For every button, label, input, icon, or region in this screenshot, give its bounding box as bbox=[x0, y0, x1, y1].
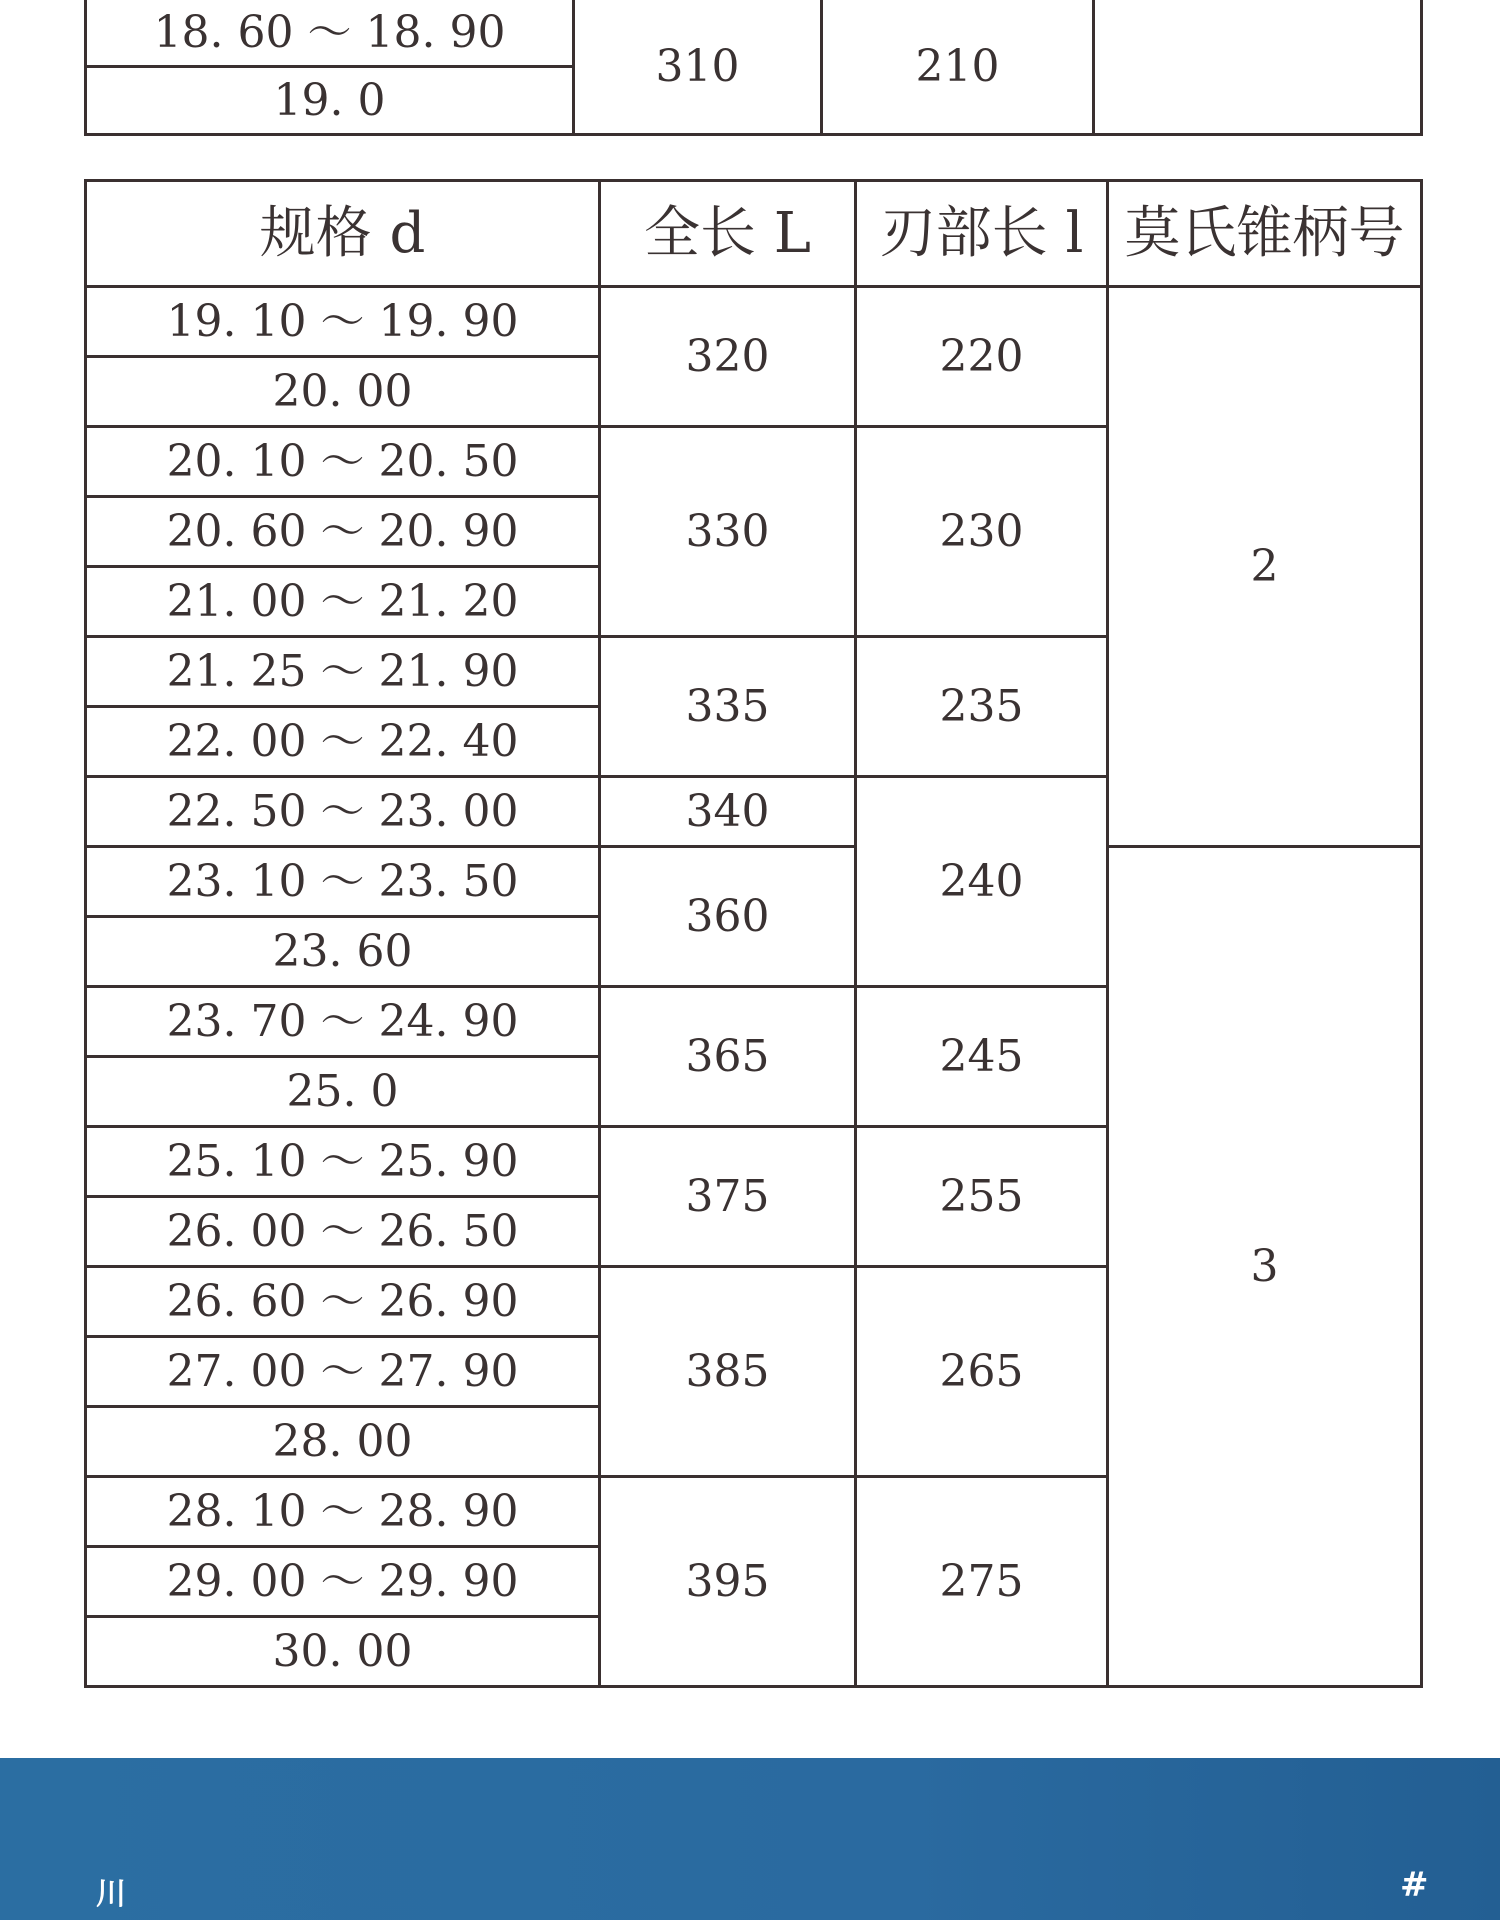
spec-cell: 25. 0 bbox=[86, 1057, 600, 1127]
blade-length-cell: 245 bbox=[856, 987, 1108, 1127]
length-cell: 340 bbox=[600, 777, 856, 847]
taper-cell bbox=[1094, 0, 1422, 135]
blade-length-cell: 240 bbox=[856, 777, 1108, 987]
table-row bbox=[86, 0, 1422, 67]
top-partial-table bbox=[84, 0, 1423, 136]
blade-length-cell: 210 bbox=[822, 0, 1094, 135]
footer-banner bbox=[0, 1758, 1500, 1920]
table-header-row bbox=[86, 181, 1422, 287]
spec-cell: 28. 10 ～ 28. 90 bbox=[86, 1477, 600, 1547]
spec-cell: 27. 00 ～ 27. 90 bbox=[86, 1337, 600, 1407]
length-cell: 385 bbox=[600, 1267, 856, 1477]
footer-left-mark: 川 bbox=[96, 1877, 126, 1912]
length-cell: 365 bbox=[600, 987, 856, 1127]
spec-cell: 18. 60 ～ 18. 90 bbox=[86, 0, 574, 67]
length-cell: 395 bbox=[600, 1477, 856, 1687]
spec-cell: 23. 60 bbox=[86, 917, 600, 987]
length-cell: 360 bbox=[600, 847, 856, 987]
length-cell: 375 bbox=[600, 1127, 856, 1267]
spec-cell: 19. 0 bbox=[86, 67, 574, 135]
header-length: 全长 L bbox=[600, 181, 856, 287]
header-blade-length: 刃部长 l bbox=[856, 181, 1108, 287]
length-cell: 320 bbox=[600, 287, 856, 427]
spec-cell: 19. 10 ～ 19. 90 bbox=[86, 287, 600, 357]
spec-cell: 20. 60 ～ 20. 90 bbox=[86, 497, 600, 567]
spec-cell: 21. 00 ～ 21. 20 bbox=[86, 567, 600, 637]
spec-cell: 22. 50 ～ 23. 00 bbox=[86, 777, 600, 847]
footer-right-mark: # bbox=[1400, 1865, 1429, 1905]
spec-cell: 26. 00 ～ 26. 50 bbox=[86, 1197, 600, 1267]
spec-cell: 23. 70 ～ 24. 90 bbox=[86, 987, 600, 1057]
table-row bbox=[86, 847, 1422, 917]
table-row bbox=[86, 287, 1422, 357]
blade-length-cell: 230 bbox=[856, 427, 1108, 637]
length-cell: 310 bbox=[574, 0, 822, 135]
blade-length-cell: 255 bbox=[856, 1127, 1108, 1267]
blade-length-cell: 220 bbox=[856, 287, 1108, 427]
taper-cell: 3 bbox=[1108, 847, 1422, 1687]
header-taper: 莫氏锥柄号 bbox=[1108, 181, 1422, 287]
spec-cell: 21. 25 ～ 21. 90 bbox=[86, 637, 600, 707]
spec-cell: 29. 00 ～ 29. 90 bbox=[86, 1547, 600, 1617]
spec-cell: 20. 00 bbox=[86, 357, 600, 427]
spec-cell: 20. 10 ～ 20. 50 bbox=[86, 427, 600, 497]
blade-length-cell: 265 bbox=[856, 1267, 1108, 1477]
spec-cell: 26. 60 ～ 26. 90 bbox=[86, 1267, 600, 1337]
blade-length-cell: 235 bbox=[856, 637, 1108, 777]
header-spec: 规格 d bbox=[86, 181, 600, 287]
spec-cell: 28. 00 bbox=[86, 1407, 600, 1477]
drill-spec-table bbox=[84, 179, 1423, 1688]
taper-cell: 2 bbox=[1108, 287, 1422, 847]
spec-cell: 25. 10 ～ 25. 90 bbox=[86, 1127, 600, 1197]
length-cell: 330 bbox=[600, 427, 856, 637]
blade-length-cell: 275 bbox=[856, 1477, 1108, 1687]
spec-cell: 22. 00 ～ 22. 40 bbox=[86, 707, 600, 777]
spec-cell: 30. 00 bbox=[86, 1617, 600, 1687]
length-cell: 335 bbox=[600, 637, 856, 777]
spec-cell: 23. 10 ～ 23. 50 bbox=[86, 847, 600, 917]
